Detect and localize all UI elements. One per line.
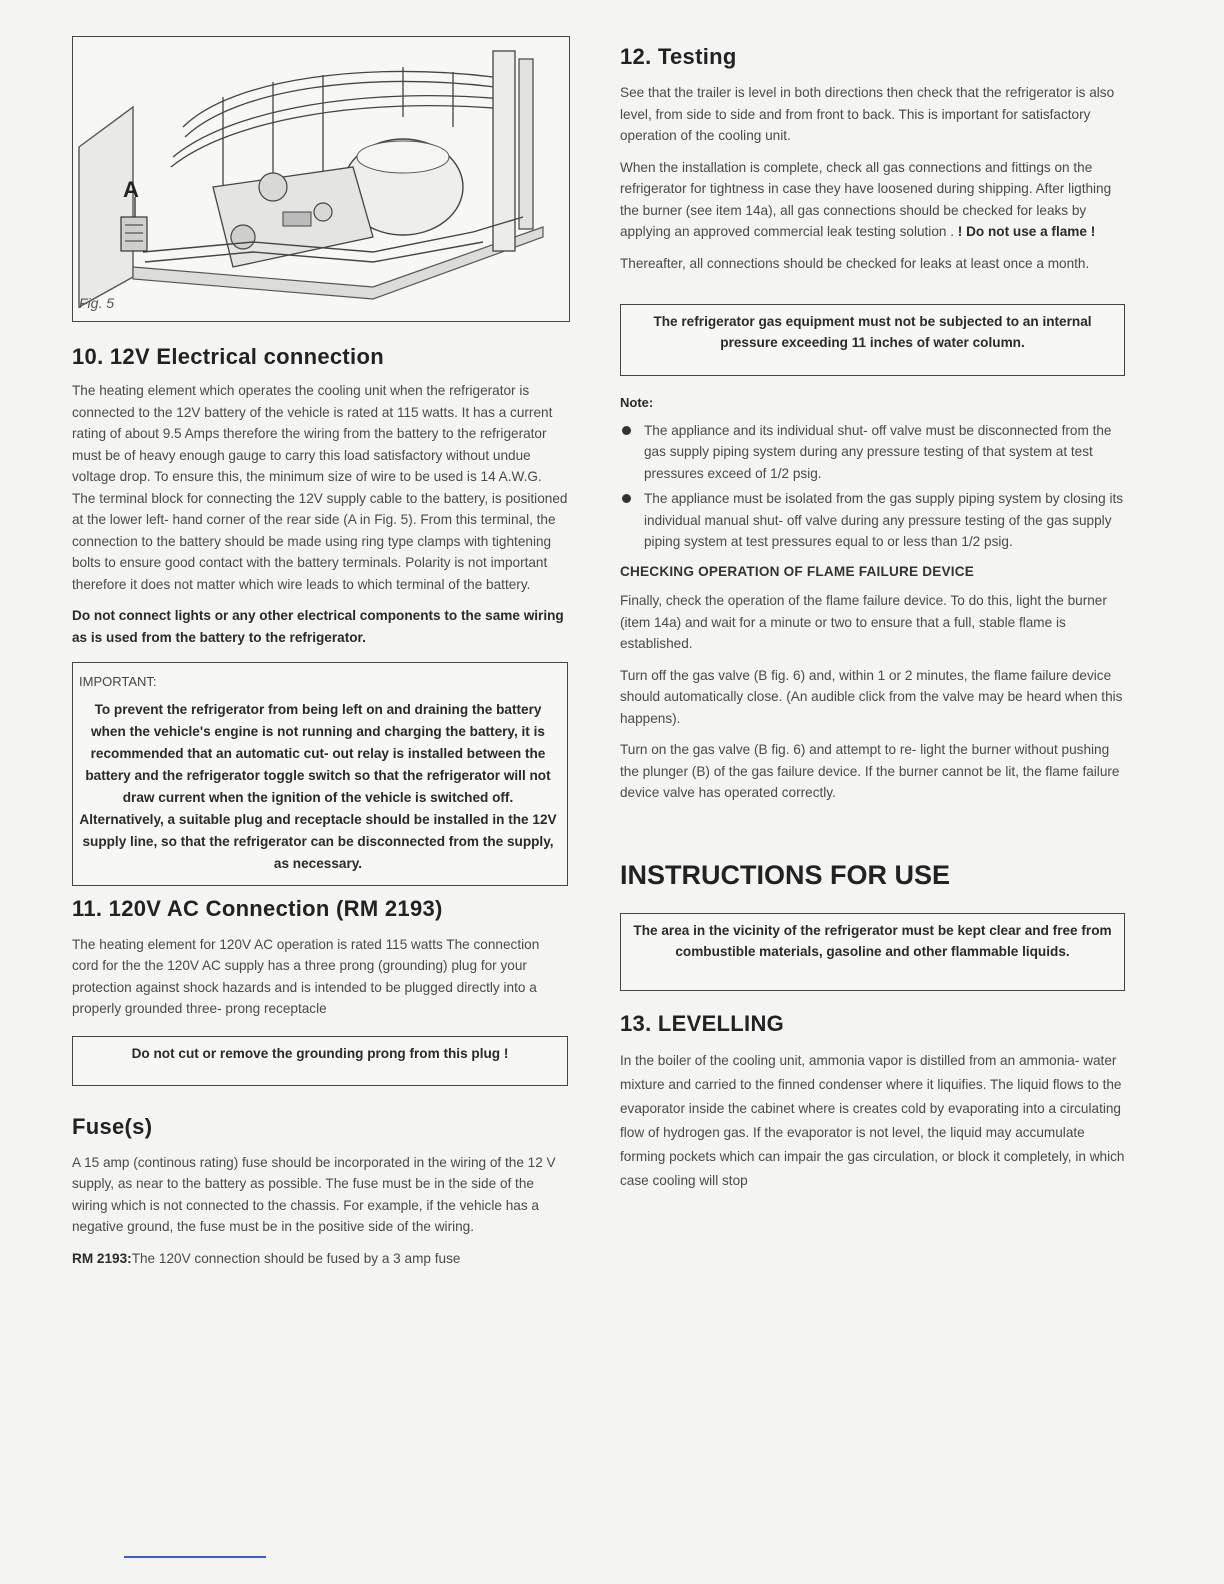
fuse-heading: Fuse(s)	[72, 1113, 153, 1139]
flame-failure-paragraph-2: Turn off the gas valve (B fig. 6) and, within 1 or 2 minutes, the flame failure device should automatically close. (An audible click from the valve may be heard when this happens).	[620, 667, 1123, 726]
refrigerator-illustration	[73, 37, 569, 321]
note-item: The appliance and its individual shut- off valve must be disconnected from the gas supply piping system during any pressure testing of that system at test pressures exceed of 1/2 psig.	[620, 420, 1125, 485]
grounding-box	[72, 1036, 568, 1086]
figure-label-a: A	[123, 177, 139, 202]
section-12-paragraph-2-text: When the installation is complete, check all gas connections and fittings on the refrigerator for tightness in case they have loosened during shipping. After ligthing the burner (see item 14a), all gas connections should be checked for leaks by applying an approved commercial leak testing solution .	[620, 159, 1112, 239]
important-box	[72, 662, 568, 886]
section-10-paragraph: The heating element which operates the cooling unit when the refrigerator is connected to the 12V battery of the vehicle is rated at 115 watts. It has a current rating of about 9.5 Amps therefore the wiring from the battery to the refrigerator must be of heavy enough gauge to carry this load satisfactory without undue voltage drop. To ensure this, the minimum size of wire to be used is 14 A.W.G. The terminal block for connecting the 12V supply cable to the battery, is positioned at the lower left- hand corner of the rear side (A in Fig. 5). From this terminal, the connection to the battery should be made using ring type clamps with tightening bolts to ensure good contact with the battery terminals. Polarity is not important therefore it does not matter which wire leads to which terminal of the battery.	[72, 383, 568, 592]
section-13-paragraph: In the boiler of the cooling unit, ammonia vapor is distilled from an ammonia- water mixture and carried to the finned condenser where it liquifies. The liquid flows to the evaporator inside the cabinet where is creates cold by evaporating into a circulating flow of hydrogen gas. If the evaporator is not level, the liquid may accumulate forming pockets which can impair the gas circulation, or block it completely, in which case cooling will stop	[620, 1052, 1125, 1188]
fuse-paragraph: A 15 amp (continous rating) fuse should be incorporated in the wiring of the 12 V supply, as near to the battery as possible. The fuse must be in the side of the wiring which is not connected to the chassis. For example, if the vehicle has a negative ground, the fuse must be in the positive side of the wiring.	[72, 1154, 556, 1234]
combustible-box	[620, 913, 1125, 991]
left-column	[72, 36, 568, 1269]
figure-refrigerator-rear	[72, 36, 570, 322]
figure-caption: Fig. 5	[79, 295, 115, 311]
flame-failure-heading: CHECKING OPERATION OF FLAME FAILURE DEVICE	[620, 563, 975, 579]
section-11-paragraph: The heating element for 120V AC operation is rated 115 watts The connection cord for the the 120V AC supply has a three prong (grounding) plug for your protection against shock hazards and is intended to be plugged directly into a properly grounded three- prong receptacle	[72, 936, 540, 1016]
section-12-paragraph-1: See that the trailer is level in both directions then check that the refrigerator is also level, from side to side and from front to back. This is important for satisfactory operation of the cooling unit.	[620, 85, 1115, 143]
important-title: IMPORTANT:	[79, 674, 157, 689]
gas-pressure-box	[620, 304, 1125, 376]
flame-failure-paragraph-3: Turn on the gas valve (B fig. 6) and attempt to re- light the burner without pushing the plunger (B) of the gas failure device. If the burner cannot be lit, the flame failure device valve has operated correctly.	[620, 742, 1120, 800]
fuse-rm2193-paragraph	[72, 1248, 568, 1270]
section-12-heading: 12. Testing	[620, 44, 737, 69]
flame-failure-paragraph-1: Finally, check the operation of the flame failure device. To do this, light the burner (item 14a) and wait for a minute or two to ensure that a full, stable flame is established.	[620, 593, 1107, 651]
note-label: Note:	[620, 395, 654, 410]
grounding-warning: Do not cut or remove the grounding prong from this plug !	[131, 1045, 509, 1061]
section-10-warning: Do not connect lights or any other electrical components to the same wiring as is used from the battery to the refrigerator.	[72, 608, 564, 645]
instructions-heading: INSTRUCTIONS FOR USE	[620, 859, 951, 890]
note-item: The appliance must be isolated from the gas supply piping system by closing its individual manual shut- off valve during any pressure testing of the gas supply piping system at test pressures equal to or less than 1/2 psig.	[620, 488, 1125, 553]
section-10-heading: 10. 12V Electrical connection	[72, 344, 384, 369]
important-body: To prevent the refrigerator from being left on and draining the battery when the vehicle's engine is not running and charging the battery, it is recommended that an automatic cut- out relay is installed between the battery and the refrigerator toggle switch so that the refrigerator will not draw current when the ignition of the vehicle is switched off. Alternatively, a suitable plug and receptacle should be installed in the 12V supply line, so that the refrigerator can be disconnected from the supply, as necessary.	[79, 701, 557, 871]
fuse-rm2193-text: The 120V connection should be fused by a 3 amp fuse	[131, 1250, 461, 1266]
fuse-rm2193-label: RM 2193:	[72, 1250, 132, 1266]
no-flame-warning: ! Do not use a flame !	[957, 224, 1096, 239]
note-list	[620, 420, 1125, 553]
combustible-warning: The area in the vicinity of the refrigerator must be kept clear and free from combustible materials, gasoline and other flammable liquids.	[633, 922, 1112, 959]
right-column	[620, 44, 1125, 1193]
gas-pressure-warning: The refrigerator gas equipment must not be subjected to an internal pressure exceeding 11 inches of water column.	[653, 314, 1092, 350]
section-12-paragraph-2	[620, 157, 1125, 243]
section-11-heading: 11. 120V AC Connection (RM 2193)	[72, 895, 443, 921]
section-12-paragraph-3: Thereafter, all connections should be checked for leaks at least once a month.	[620, 255, 1090, 271]
section-13-heading: 13. LEVELLING	[620, 1010, 785, 1036]
bottom-link-underline	[124, 1556, 266, 1558]
